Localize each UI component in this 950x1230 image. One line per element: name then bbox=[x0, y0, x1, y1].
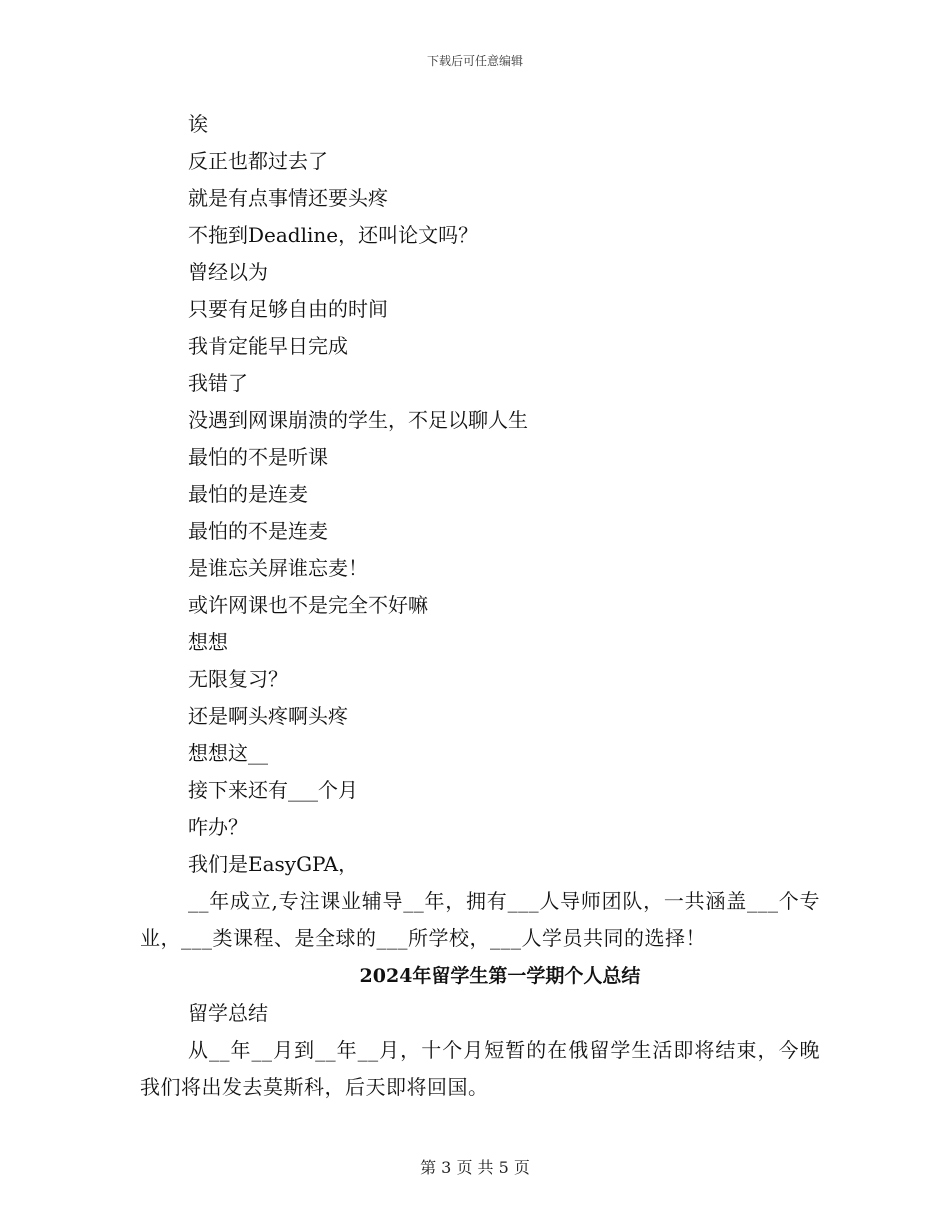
poem-line: 无限复习？ bbox=[188, 667, 288, 691]
poem-line: 不拖到Deadline，还叫论文吗？ bbox=[188, 223, 479, 247]
poem-line: 我肯定能早日完成 bbox=[188, 334, 348, 358]
poem-line: 最怕的是连麦 bbox=[188, 482, 308, 506]
section-subtitle: 留学总结 bbox=[188, 1001, 268, 1025]
poem-line: 曾经以为 bbox=[188, 260, 268, 284]
poem-line: 诶 bbox=[188, 112, 208, 136]
page-number: 第 3 页 共 5 页 bbox=[420, 1158, 530, 1177]
poem-line: 我错了 bbox=[188, 371, 248, 395]
page-header: 下载后可任意编辑 bbox=[426, 54, 523, 68]
section-title: 2024年留学生第一学期个人总结 bbox=[359, 965, 641, 987]
poem-line: 反正也都过去了 bbox=[188, 149, 328, 173]
poem-line: 想想这__ bbox=[188, 741, 268, 765]
poem-line: 最怕的不是听课 bbox=[188, 445, 328, 469]
summary-paragraph: 从__年__月到__年__月，十个月短暂的在俄留学生活即将结束，今晚我们将出发去莫斯科，后天即将回国。 bbox=[140, 1038, 820, 1099]
poem-line: 接下来还有___个月 bbox=[188, 778, 358, 802]
poem-line: 是谁忘关屏谁忘麦！ bbox=[188, 556, 368, 580]
intro-paragraph: __年成立,专注课业辅导__年，拥有___人导师团队，一共涵盖___个专业，___类课程、是全球的___所学校，___人学员共同的选择！ bbox=[140, 889, 820, 950]
poem-line: 没遇到网课崩溃的学生，不足以聊人生 bbox=[188, 408, 528, 432]
poem-line: 或许网课也不是完全不好嘛 bbox=[188, 593, 428, 617]
document-body bbox=[140, 106, 820, 1106]
poem-line: 我们是EasyGPA， bbox=[188, 852, 359, 876]
poem-line: 只要有足够自由的时间 bbox=[188, 297, 388, 321]
poem-line: 就是有点事情还要头疼 bbox=[188, 186, 388, 210]
poem-line: 还是啊头疼啊头疼 bbox=[188, 704, 348, 728]
poem-line: 最怕的不是连麦 bbox=[188, 519, 328, 543]
poem-line: 咋办？ bbox=[188, 815, 248, 839]
poem-line: 想想 bbox=[188, 630, 228, 654]
